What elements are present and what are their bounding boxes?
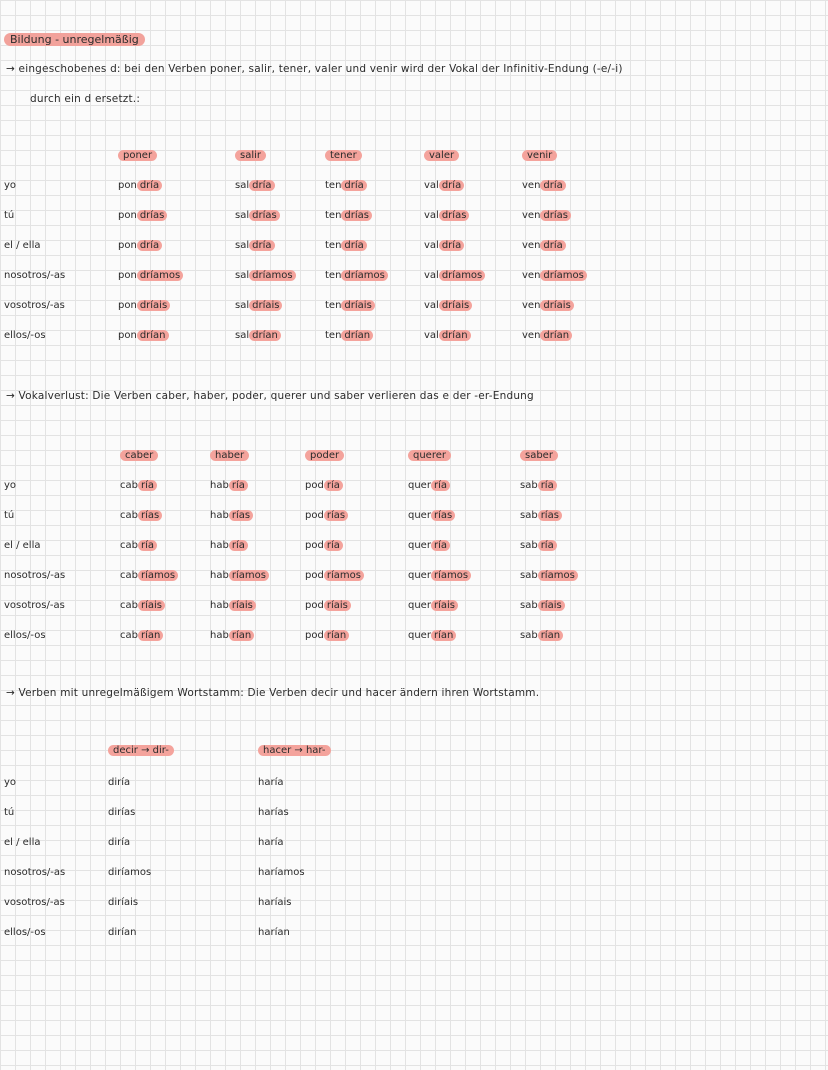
conjugated-form: [120, 510, 162, 521]
form-ending: ríais: [229, 600, 256, 611]
conjugated-form: [305, 630, 349, 641]
form-ending: dríamos: [439, 270, 485, 281]
conjugated-form: [325, 240, 367, 251]
form-stem: sal: [235, 270, 250, 281]
form-stem: dirías: [108, 807, 136, 818]
verb-infinitive: poner: [118, 150, 157, 161]
conjugated-form: [520, 510, 562, 521]
conjugated-form: [108, 867, 151, 878]
form-ending: drías: [439, 210, 470, 221]
form-ending: ríamos: [138, 570, 178, 581]
conjugated-form: [108, 837, 130, 848]
pronoun-label: vosotros/-as: [4, 600, 65, 611]
form-stem: hab: [210, 510, 229, 521]
conjugated-form: [424, 210, 469, 221]
form-stem: hab: [210, 630, 229, 641]
form-ending: dría: [439, 180, 464, 191]
form-stem: ten: [325, 180, 342, 191]
conjugated-form: [408, 540, 450, 551]
form-stem: sab: [520, 600, 538, 611]
verb-header: [120, 450, 158, 461]
form-stem: cab: [120, 510, 138, 521]
form-ending: dría: [341, 180, 366, 191]
conjugated-form: [258, 777, 283, 788]
conjugated-form: [235, 240, 275, 251]
form-ending: drías: [137, 210, 168, 221]
pronoun-label: el / ella: [4, 540, 41, 551]
conjugated-form: [210, 480, 248, 491]
form-ending: ríamos: [229, 570, 269, 581]
conjugated-form: [424, 180, 464, 191]
conjugated-form: [118, 180, 162, 191]
form-ending: dría: [341, 240, 366, 251]
form-ending: rías: [431, 510, 455, 521]
conjugated-form: [258, 807, 289, 818]
form-stem: cab: [120, 540, 138, 551]
form-ending: dríais: [540, 300, 573, 311]
conjugated-form: [325, 300, 375, 311]
form-stem: hab: [210, 600, 229, 611]
conjugated-form: [258, 867, 305, 878]
conjugated-form: [120, 600, 165, 611]
form-ending: dría: [249, 240, 274, 251]
verb-header: [522, 150, 557, 161]
pronoun-label: yo: [4, 180, 17, 191]
conjugated-form: [118, 270, 183, 281]
form-stem: haríamos: [258, 867, 305, 878]
conjugated-form: [520, 540, 557, 551]
form-stem: pon: [118, 330, 137, 341]
form-stem: val: [424, 270, 439, 281]
conjugated-form: [210, 540, 248, 551]
form-ending: rían: [138, 630, 163, 641]
form-ending: ría: [538, 480, 557, 491]
form-ending: drías: [341, 210, 372, 221]
conjugated-form: [424, 270, 485, 281]
form-stem: harías: [258, 807, 289, 818]
section1-rule-line1: → eingeschobenes d: bei den Verben poner, salir, tener, valer und venir wird der Vokal der Infinitiv-Endung (-e/-i): [6, 63, 623, 75]
conjugated-form: [108, 807, 135, 818]
conjugated-form: [210, 510, 253, 521]
pronoun-label: vosotros/-as: [4, 300, 65, 311]
conjugated-form: [305, 600, 351, 611]
form-ending: ríamos: [538, 570, 578, 581]
form-stem: pod: [305, 600, 324, 611]
pronoun-label: el / ella: [4, 837, 41, 848]
conjugated-form: [522, 300, 574, 311]
form-ending: dríais: [341, 300, 374, 311]
form-stem: sab: [520, 510, 538, 521]
form-ending: drían: [439, 330, 471, 341]
section3-rule-line1: → Verben mit unregelmäßigem Wortstamm: Die Verben decir und hacer ändern ihren Wortstamm.: [6, 687, 540, 699]
form-stem: pon: [118, 210, 137, 221]
conjugated-form: [120, 480, 157, 491]
form-ending: ría: [229, 480, 248, 491]
form-ending: dría: [540, 180, 565, 191]
form-stem: sab: [520, 540, 538, 551]
pronoun-label: nosotros/-as: [4, 570, 66, 581]
form-stem: dirían: [108, 927, 137, 938]
conjugated-form: [408, 510, 455, 521]
form-stem: cab: [120, 630, 138, 641]
form-stem: pod: [305, 540, 324, 551]
verb-header: [325, 150, 362, 161]
pronoun-label: ellos/-os: [4, 630, 46, 641]
form-stem: ven: [522, 270, 541, 281]
conjugated-form: [108, 777, 130, 788]
form-stem: ven: [522, 300, 541, 311]
form-ending: drías: [540, 210, 571, 221]
conjugated-form: [424, 300, 472, 311]
form-stem: ven: [522, 180, 541, 191]
form-stem: sal: [235, 300, 250, 311]
form-ending: ría: [138, 480, 157, 491]
form-ending: ríais: [431, 600, 458, 611]
conjugated-form: [258, 837, 283, 848]
form-stem: hab: [210, 570, 229, 581]
form-stem: quer: [408, 480, 431, 491]
form-ending: drían: [341, 330, 373, 341]
pronoun-label: yo: [4, 777, 17, 788]
form-stem: hab: [210, 540, 229, 551]
form-ending: drías: [249, 210, 280, 221]
form-stem: ten: [325, 330, 342, 341]
verb-infinitive: valer: [424, 150, 459, 161]
conjugated-form: [108, 897, 138, 908]
form-ending: ría: [229, 540, 248, 551]
form-ending: rías: [324, 510, 348, 521]
conjugated-form: [118, 240, 162, 251]
conjugated-form: [325, 210, 372, 221]
verb-header: [520, 450, 558, 461]
conjugated-form: [235, 300, 282, 311]
form-stem: sal: [235, 330, 250, 341]
form-stem: quer: [408, 600, 431, 611]
form-stem: ten: [325, 240, 342, 251]
form-ending: dría: [439, 240, 464, 251]
form-stem: sab: [520, 570, 538, 581]
form-stem: pon: [118, 270, 137, 281]
conjugated-form: [120, 630, 163, 641]
form-ending: drían: [540, 330, 572, 341]
form-stem: val: [424, 300, 439, 311]
conjugated-form: [325, 330, 373, 341]
pronoun-label: tú: [4, 807, 15, 818]
conjugated-form: [325, 270, 388, 281]
conjugated-form: [424, 330, 471, 341]
verb-infinitive: querer: [408, 450, 451, 461]
form-ending: dría: [540, 240, 565, 251]
pronoun-label: nosotros/-as: [4, 270, 66, 281]
form-ending: rían: [229, 630, 254, 641]
conjugated-form: [108, 927, 136, 938]
form-ending: drían: [137, 330, 169, 341]
conjugated-form: [408, 570, 471, 581]
pronoun-label: yo: [4, 480, 17, 491]
conjugated-form: [210, 600, 256, 611]
form-ending: ríamos: [324, 570, 364, 581]
conjugated-form: [120, 540, 157, 551]
conjugated-form: [118, 300, 170, 311]
conjugated-form: [258, 897, 291, 908]
form-stem: diríamos: [108, 867, 152, 878]
verb-header: [305, 450, 344, 461]
form-ending: ría: [431, 480, 450, 491]
conjugated-form: [210, 570, 269, 581]
conjugated-form: [235, 330, 281, 341]
conjugated-form: [522, 330, 572, 341]
form-ending: rías: [538, 510, 562, 521]
form-ending: ría: [138, 540, 157, 551]
conjugated-form: [522, 270, 587, 281]
form-stem: ten: [325, 300, 342, 311]
page-title: Bildung - unregelmäßig: [4, 33, 145, 46]
verb-header: [210, 450, 249, 461]
form-stem: sab: [520, 630, 538, 641]
conjugated-form: [305, 510, 348, 521]
form-ending: ríais: [324, 600, 351, 611]
pronoun-label: tú: [4, 210, 15, 221]
form-ending: dríais: [439, 300, 472, 311]
verb-header: [408, 450, 451, 461]
form-ending: ríais: [538, 600, 565, 611]
form-stem: pon: [118, 240, 137, 251]
verb-infinitive: poder: [305, 450, 344, 461]
form-stem: sab: [520, 480, 538, 491]
conjugated-form: [120, 570, 178, 581]
form-stem: val: [424, 210, 439, 221]
conjugated-form: [522, 240, 566, 251]
verb-header: [424, 150, 459, 161]
pronoun-label: tú: [4, 510, 15, 521]
pronoun-label: nosotros/-as: [4, 867, 66, 878]
form-ending: dría: [137, 240, 162, 251]
form-stem: quer: [408, 630, 431, 641]
form-stem: haría: [258, 777, 284, 788]
conjugated-form: [305, 570, 364, 581]
conjugated-form: [235, 210, 280, 221]
form-ending: ríais: [138, 600, 165, 611]
verb-infinitive: salir: [235, 150, 266, 161]
form-ending: dríamos: [137, 270, 183, 281]
form-stem: ven: [522, 240, 541, 251]
conjugated-form: [235, 270, 296, 281]
conjugated-form: [210, 630, 254, 641]
conjugated-form: [408, 630, 456, 641]
form-ending: dríais: [249, 300, 282, 311]
form-stem: ten: [325, 270, 342, 281]
form-stem: diríais: [108, 897, 139, 908]
pronoun-label: vosotros/-as: [4, 897, 65, 908]
form-stem: pon: [118, 300, 137, 311]
form-stem: ven: [522, 330, 541, 341]
conjugated-form: [118, 330, 169, 341]
conjugated-form: [522, 180, 566, 191]
form-stem: pod: [305, 510, 324, 521]
form-ending: dríais: [137, 300, 170, 311]
form-ending: rían: [324, 630, 349, 641]
section2-rule-line1: → Vokalverlust: Die Verben caber, haber, poder, querer und saber verlieren das e der -er-Endung: [6, 390, 534, 402]
conjugated-form: [235, 180, 275, 191]
verb-infinitive: saber: [520, 450, 558, 461]
conjugated-form: [325, 180, 367, 191]
pronoun-label: el / ella: [4, 240, 41, 251]
conjugated-form: [520, 570, 578, 581]
verb-infinitive: tener: [325, 150, 362, 161]
form-stem: quer: [408, 540, 431, 551]
form-stem: val: [424, 240, 439, 251]
form-stem: ten: [325, 210, 342, 221]
form-stem: pod: [305, 480, 324, 491]
form-stem: harían: [258, 927, 290, 938]
conjugated-form: [424, 240, 464, 251]
form-stem: ven: [522, 210, 541, 221]
verb-header: [258, 745, 331, 756]
form-ending: ría: [324, 540, 343, 551]
verb-infinitive: haber: [210, 450, 249, 461]
form-stem: pod: [305, 630, 324, 641]
form-stem: val: [424, 180, 439, 191]
form-stem: sal: [235, 210, 250, 221]
form-stem: quer: [408, 510, 431, 521]
form-ending: rían: [431, 630, 456, 641]
form-stem: cab: [120, 480, 138, 491]
form-ending: ría: [324, 480, 343, 491]
verb-infinitive: hacer → har-: [258, 745, 331, 756]
form-ending: dría: [249, 180, 274, 191]
conjugated-form: [520, 480, 557, 491]
form-ending: ría: [431, 540, 450, 551]
pronoun-label: ellos/-os: [4, 330, 46, 341]
verb-header: [235, 150, 266, 161]
conjugated-form: [305, 480, 343, 491]
form-ending: dría: [137, 180, 162, 191]
verb-infinitive: decir → dir-: [108, 745, 174, 756]
form-stem: cab: [120, 570, 138, 581]
form-ending: rías: [229, 510, 253, 521]
form-ending: dríamos: [540, 270, 586, 281]
conjugated-form: [408, 600, 458, 611]
form-stem: quer: [408, 570, 431, 581]
form-stem: pod: [305, 570, 324, 581]
form-stem: diría: [108, 777, 131, 788]
conjugated-form: [258, 927, 290, 938]
form-ending: dríamos: [249, 270, 295, 281]
form-ending: rías: [138, 510, 162, 521]
conjugated-form: [408, 480, 450, 491]
verb-infinitive: venir: [522, 150, 557, 161]
form-stem: haríais: [258, 897, 292, 908]
verb-infinitive: caber: [120, 450, 158, 461]
conjugated-form: [305, 540, 343, 551]
conjugated-form: [522, 210, 571, 221]
conjugated-form: [520, 630, 563, 641]
pronoun-label: ellos/-os: [4, 927, 46, 938]
form-stem: hab: [210, 480, 229, 491]
form-stem: diría: [108, 837, 131, 848]
form-ending: ría: [538, 540, 557, 551]
form-ending: dríamos: [341, 270, 387, 281]
form-stem: haría: [258, 837, 284, 848]
form-ending: drían: [249, 330, 281, 341]
form-stem: sal: [235, 240, 250, 251]
conjugated-form: [118, 210, 167, 221]
form-stem: pon: [118, 180, 137, 191]
verb-header: [108, 745, 174, 756]
section1-rule-line2: durch ein d ersetzt.:: [30, 93, 141, 105]
form-stem: val: [424, 330, 439, 341]
verb-header: [118, 150, 157, 161]
form-stem: sal: [235, 180, 250, 191]
conjugated-form: [520, 600, 565, 611]
form-stem: cab: [120, 600, 138, 611]
form-ending: ríamos: [431, 570, 471, 581]
form-ending: rían: [538, 630, 563, 641]
